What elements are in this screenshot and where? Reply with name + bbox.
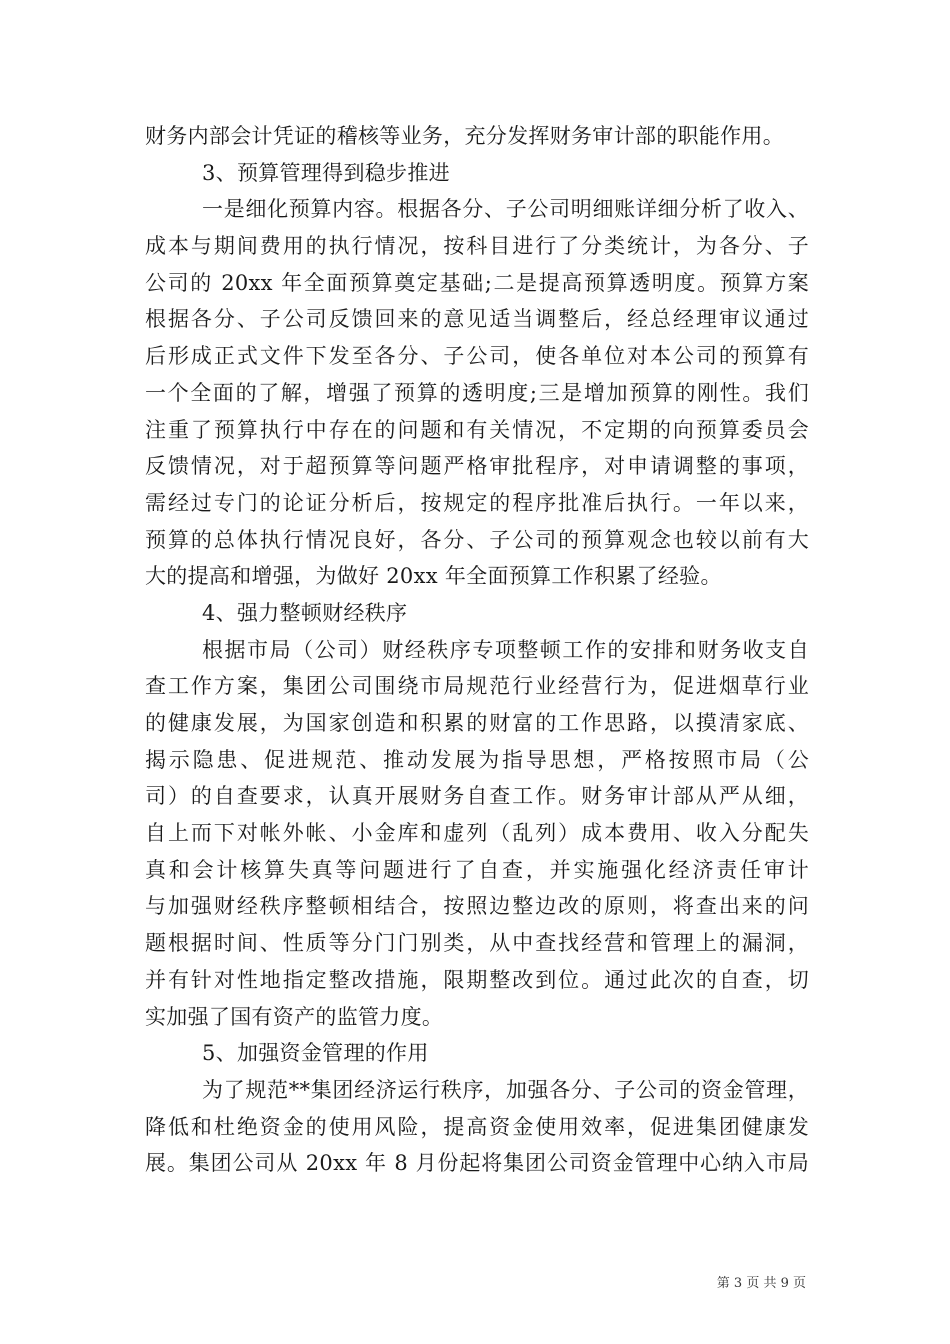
text-line: 注重了预算执行中存在的问题和有关情况，不定期的向预算委员会	[145, 417, 809, 442]
text-line: 预算的总体执行情况良好，各分、子公司的预算观念也较以前有大	[145, 527, 809, 552]
document-body	[145, 118, 809, 1182]
text-line: 一是细化预算内容。根据各分、子公司明细账详细分析了收入、	[202, 197, 809, 222]
text-line: 一个全面的了解，增强了预算的透明度;三是增加预算的刚性。我们	[145, 380, 809, 405]
text-line: 公司的 20xx 年全面预算奠定基础;二是提高预算透明度。预算方案	[145, 270, 809, 295]
text-line: 成本与期间费用的执行情况，按科目进行了分类统计，为各分、子	[145, 234, 809, 259]
text-line: 3、预算管理得到稳步推进	[202, 160, 450, 185]
text-line: 降低和杜绝资金的使用风险，提高资金使用效率，促进集团健康发	[145, 1114, 809, 1139]
text-line: 题根据时间、性质等分门门别类，从中查找经营和管理上的漏洞，	[145, 931, 809, 956]
text-line: 司）的自查要求，认真开展财务自查工作。财务审计部从严从细，	[145, 784, 809, 809]
text-line: 真和会计核算失真等问题进行了自查，并实施强化经济责任审计	[145, 857, 809, 882]
text-line: 反馈情况，对于超预算等问题严格审批程序，对申请调整的事项，	[145, 454, 809, 479]
text-line: 自上而下对帐外帐、小金库和虚列（乱列）成本费用、收入分配失	[145, 821, 809, 846]
text-line: 展。集团公司从 20xx 年 8 月份起将集团公司资金管理中心纳入市局	[145, 1151, 809, 1176]
page-number: 第 3 页 共 9 页	[716, 1276, 806, 1291]
text-line: 为了规范**集团经济运行秩序，加强各分、子公司的资金管理，	[202, 1077, 809, 1102]
text-line: 需经过专门的论证分析后，按规定的程序批准后执行。一年以来，	[145, 490, 809, 515]
text-line: 财务内部会计凭证的稽核等业务，充分发挥财务审计部的职能作用。	[145, 124, 784, 148]
text-line: 根据各分、子公司反馈回来的意见适当调整后，经总经理审议通过	[145, 307, 809, 332]
text-line: 的健康发展，为国家创造和积累的财富的工作思路，以摸清家底、	[145, 711, 809, 735]
text-line: 后形成正式文件下发至各分、子公司，使各单位对本公司的预算有	[145, 344, 809, 369]
text-line: 并有针对性地指定整改措施，限期整改到位。通过此次的自查，切	[145, 967, 809, 992]
text-line: 与加强财经秩序整顿相结合，按照边整边改的原则，将查出来的问	[145, 894, 809, 919]
text-line: 5、加强资金管理的作用	[202, 1041, 429, 1066]
text-line: 查工作方案，集团公司围绕市局规范行业经营行为，促进烟草行业	[145, 674, 809, 699]
text-line: 实加强了国有资产的监管力度。	[145, 1004, 444, 1029]
text-line: 大的提高和增强，为做好 20xx 年全面预算工作积累了经验。	[145, 564, 722, 589]
text-line: 4、强力整顿财经秩序	[202, 600, 408, 625]
text-line: 根据市局（公司）财经秩序专项整顿工作的安排和财务收支自	[202, 637, 809, 662]
text-line: 揭示隐患、促进规范、推动发展为指导思想，严格按照市局（公	[145, 747, 809, 772]
